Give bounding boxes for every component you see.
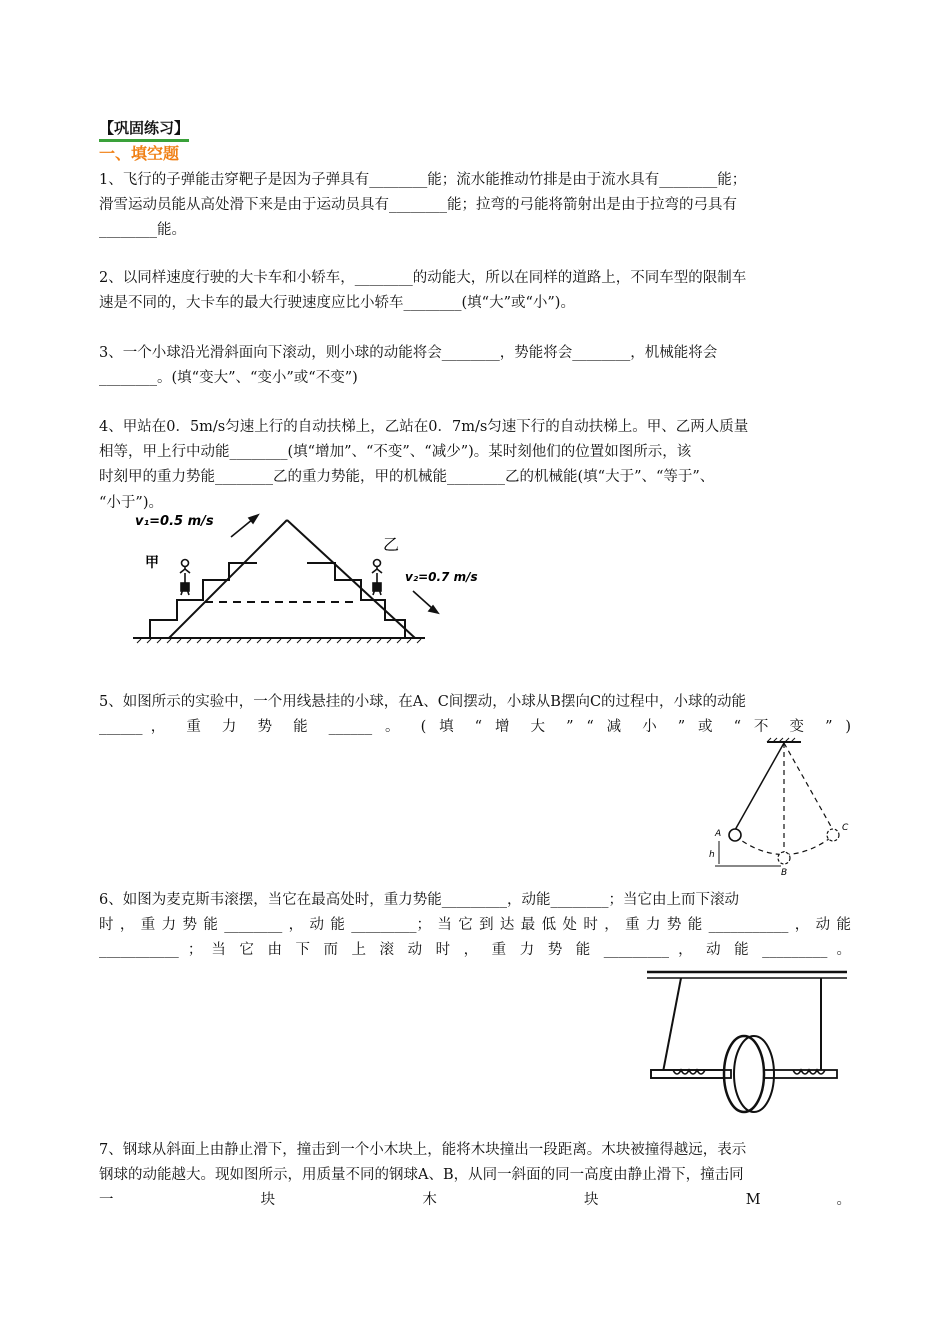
question-line: ________。(填“变大”、“变小”或“不变”) — [99, 370, 358, 387]
question-line: 速是不同的，大卡车的最大行驶速度应比小轿车________(填“大”或“小”)。 — [99, 295, 575, 312]
question-7 — [99, 1138, 851, 1214]
pendulum-figure — [705, 738, 855, 878]
string-a — [735, 743, 784, 830]
question-line: 5、如图所示的实验中，一个用线悬挂的小球，在A、C间摆动，小球从B摆向C的过程中，小球的动能 — [99, 694, 747, 710]
question-line: 1、飞行的子弹能击穿靶子是因为子弹具有________能；流水能推动竹排是由于流水具有________能； — [99, 172, 747, 188]
question-line: 4、甲站在0．5m/s匀速上行的自动扶梯上，乙站在0．7m/s匀速下行的自动扶梯上。甲、乙两人质量 — [99, 419, 749, 435]
question-4 — [99, 415, 851, 516]
person-jia-icon — [180, 560, 190, 596]
escalator-lines — [133, 520, 425, 638]
velocity-label-v2: v₂=0.7 m/s — [405, 570, 478, 584]
ball-c-icon — [827, 829, 839, 841]
question-line: 3、一个小球沿光滑斜面向下滚动，则小球的动能将会________，势能将会________，机械能将会 — [99, 345, 718, 361]
practice-tag: 【巩固练习】 — [99, 118, 189, 142]
label-c: C — [842, 823, 849, 833]
label-a: A — [715, 829, 722, 839]
ceiling-support — [767, 738, 801, 742]
question-3 — [99, 341, 851, 391]
question-line: 2、以同样速度行驶的大卡车和小轿车，________的动能大，所以在同样的道路上，不同车型的限制车 — [99, 270, 747, 286]
question-line: 相等，甲上行中动能________(填“增加”、“不变”、“减少”)。某时刻他们的位置如图所示，该 — [99, 444, 692, 461]
question-line: ______， 重 力 势 能 ______ 。 ( 填 “ 增 大 ” “ 减 小 ” 或 “ 不 变 ” ) — [99, 719, 851, 736]
question-line: 滑雪运动员能从高处滑下来是由于运动员具有________能；拉弯的弓能将箭射出是由于拉弯的弓具有 — [99, 197, 737, 214]
velocity-label-v1: v₁=0.5 m/s — [135, 514, 214, 529]
ball-b-icon — [778, 852, 790, 864]
question-line: 时刻甲的重力势能________乙的重力势能，甲的机械能________乙的机械能(填“大于”、“等于”、 — [99, 469, 715, 486]
question-line: ___________ ； 当 它 由 下 而 上 滚 动 时 ， 重 力 势 能 _________ ， 动 能 _________ 。 — [99, 942, 851, 959]
question-2 — [99, 266, 851, 316]
question-line: “小于”)。 — [99, 494, 163, 511]
ball-a-icon — [729, 829, 741, 841]
question-line: 钢球的动能越大。现如图所示，用质量不同的钢球A、B，从同一斜面的同一高度由静止滑下，撞击同 — [99, 1167, 744, 1184]
maxwell-wheel-figure — [643, 966, 853, 1116]
section-title: 一、填空题 — [99, 144, 180, 163]
person-yi-icon — [372, 560, 382, 596]
wheel-icon — [724, 1036, 764, 1112]
label-b: B — [781, 868, 788, 878]
label-h: h — [709, 850, 715, 860]
ground-hatching — [137, 639, 421, 643]
question-line: 7、钢球从斜面上由静止滑下，撞击到一个小木块上，能将木块撞出一段距离。木块被撞得越远，表示 — [99, 1142, 747, 1158]
escalator-figure — [125, 505, 478, 650]
question-5 — [99, 690, 851, 740]
question-line: 一 块 木 块 M 。 — [99, 1192, 851, 1209]
label-jia: 甲 — [145, 555, 159, 571]
question-line: 6、如图为麦克斯韦滚摆，当它在最高处时，重力势能_________，动能________；当它由上而下滚动 — [99, 892, 739, 908]
label-yi: 乙 — [383, 535, 400, 554]
question-line: ________能。 — [99, 222, 186, 239]
question-1 — [99, 168, 851, 244]
question-6 — [99, 888, 851, 964]
question-line: 时，重力势能________，动能_________；当它到达最低处时，重力势能___________，动能 — [99, 917, 851, 934]
string-c — [784, 743, 833, 830]
left-string — [663, 978, 681, 1072]
